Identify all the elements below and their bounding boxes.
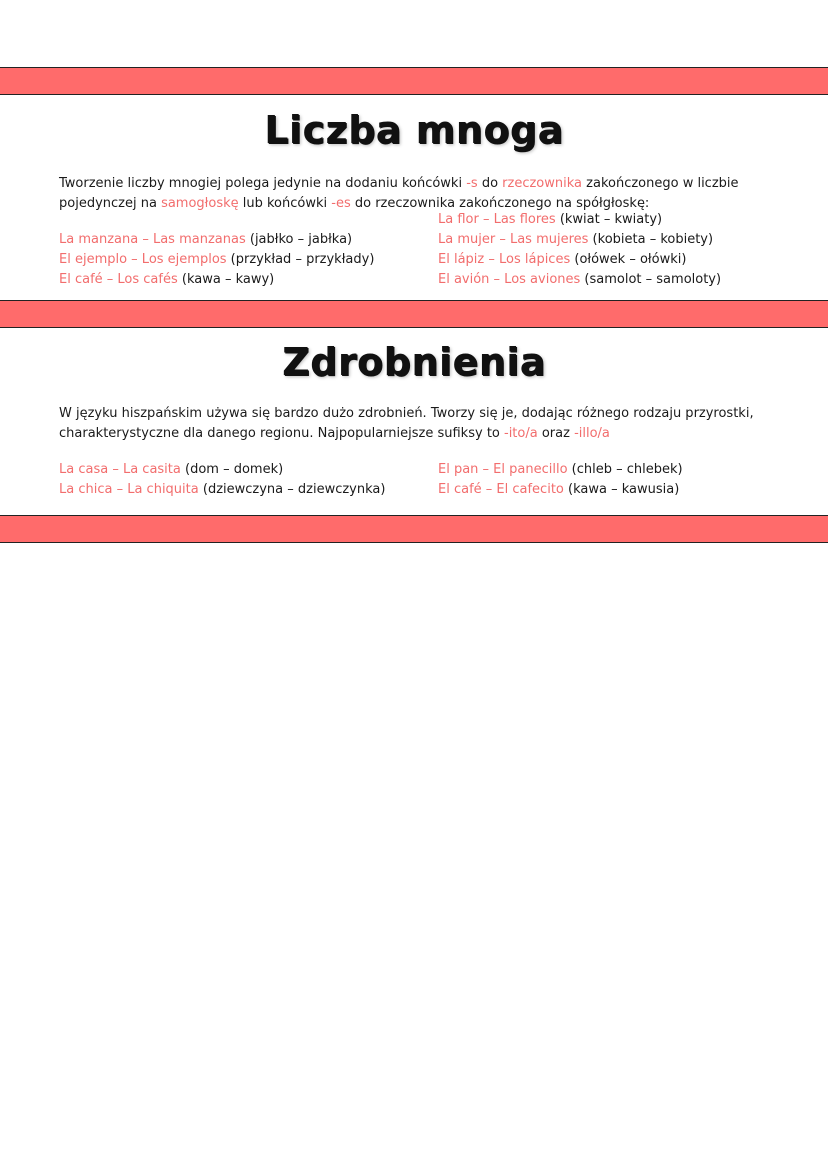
- example-row: La casa – La casita (dom – domek): [59, 462, 284, 477]
- example-row: El ejemplo – Los ejemplos (przykład – przykłady): [59, 252, 375, 267]
- section2-intro: W języku hiszpańskim używa się bardzo dużo zdrobnień. Tworzy się je, dodając różnego rodzaju przyrostki, charakterystyczne dla danego regionu. Najpopularniejsze sufiksy to -ito/a oraz -illo/a: [59, 406, 754, 441]
- example-row: La mujer – Las mujeres (kobieta – kobiety): [438, 232, 714, 247]
- section1-intro: Tworzenie liczby mnogiej polega jedynie na dodaniu końcówki -s do rzeczownika zakończonego w liczbie pojedynczej na samogłoskę lub końcówki -es do rzeczownika zakończonego na spółgłoskę:: [59, 176, 739, 211]
- example-row: La manzana – Las manzanas (jabłko – jabłka): [59, 232, 353, 247]
- example-row: El lápiz – Los lápices (ołówek – ołówki): [438, 252, 687, 267]
- example-row: El café – El cafecito (kawa – kawusia): [438, 482, 680, 497]
- section1-title: Liczba mnoga: [264, 108, 564, 152]
- divider-bar-top: [0, 67, 828, 95]
- divider-bar-middle: [0, 300, 828, 328]
- example-row: El café – Los cafés (kawa – kawy): [59, 272, 275, 287]
- example-row: El pan – El panecillo (chleb – chlebek): [438, 462, 683, 477]
- example-row: La flor – Las flores (kwiat – kwiaty): [438, 212, 663, 227]
- example-row: El avión – Los aviones (samolot – samoloty): [438, 272, 722, 287]
- divider-bar-bottom: [0, 515, 828, 543]
- example-row: La chica – La chiquita (dziewczyna – dziewczynka): [59, 482, 386, 497]
- section2-title: Zdrobnienia: [282, 340, 546, 384]
